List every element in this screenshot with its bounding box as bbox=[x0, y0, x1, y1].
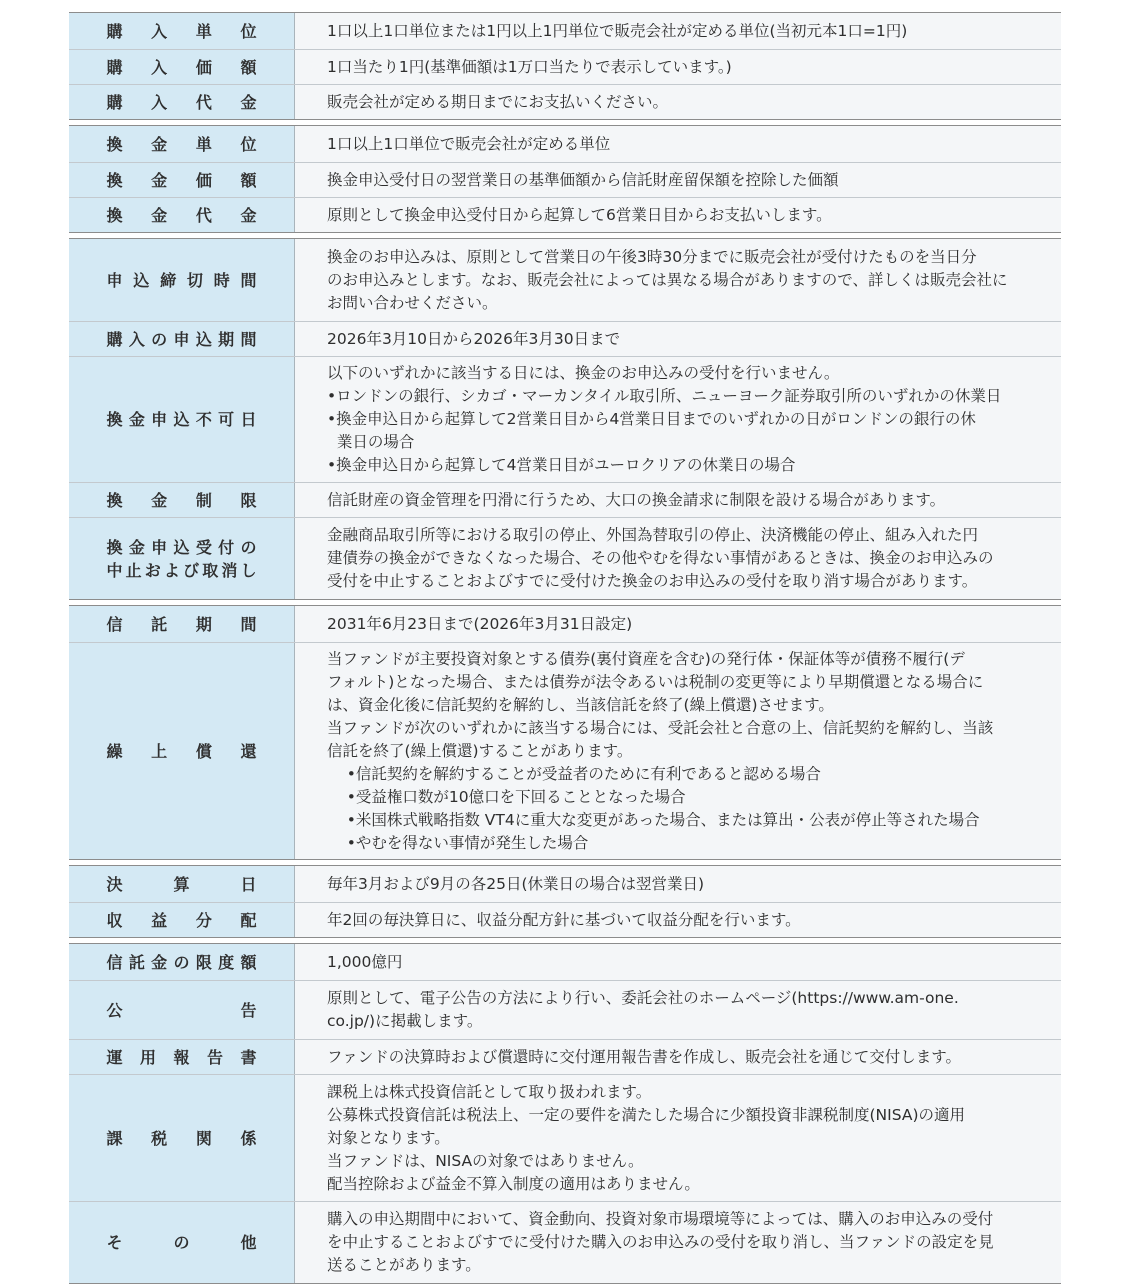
row-value-cell bbox=[295, 13, 1061, 49]
table-section bbox=[69, 12, 1061, 120]
row-value-cell bbox=[295, 606, 1061, 642]
row-label-cell bbox=[69, 944, 295, 980]
row-value-line: 年2回の毎決算日に、収益分配方針に基づいて収益分配を行います。 bbox=[327, 910, 801, 929]
table-row bbox=[69, 606, 1061, 642]
row-value-cell bbox=[295, 126, 1061, 162]
row-value-line: 当ファンドが次のいずれかに該当する場合には、受託会社と合意の上、信託契約を解約し、当該 bbox=[327, 718, 994, 737]
row-value-line: お問い合わせください。 bbox=[327, 293, 498, 312]
row-value-line: •やむを得ない事情が発生した場合 bbox=[327, 833, 589, 852]
row-value-cell bbox=[295, 944, 1061, 980]
row-label-cell bbox=[69, 239, 295, 321]
row-label: 換金申込受付の bbox=[106, 537, 257, 557]
row-value-cell bbox=[295, 163, 1061, 197]
row-label-cell bbox=[69, 518, 295, 599]
row-label-cell bbox=[69, 357, 295, 482]
row-value-cell bbox=[295, 1075, 1061, 1201]
table-row bbox=[69, 1074, 1061, 1201]
row-label-cell bbox=[69, 903, 295, 937]
row-value-line: •ロンドンの銀行、シカゴ・マーカンタイル取引所、ニューヨーク証券取引所のいずれかの休業日 bbox=[327, 387, 1002, 405]
row-value-line: ファンドの決算時および償還時に交付運用報告書を作成し、販売会社を通じて交付します。 bbox=[327, 1047, 961, 1066]
table-row bbox=[69, 197, 1061, 232]
row-value-line: 金融商品取引所等における取引の停止、外国為替取引の停止、決済機能の停止、組み入れた円 bbox=[327, 526, 979, 544]
row-value-line: •米国株式戦略指数 VT4に重大な変更があった場合、または算出・公表が停止等された場合 bbox=[327, 810, 980, 829]
table-row bbox=[69, 866, 1061, 902]
table-row bbox=[69, 944, 1061, 980]
table-row bbox=[69, 356, 1061, 482]
row-label-cell bbox=[69, 50, 295, 84]
row-value-line: 信託を終了(繰上償還)することがあります。 bbox=[327, 741, 633, 760]
row-value-line: 課税上は株式投資信託として取り扱われます。 bbox=[327, 1082, 652, 1101]
row-value-line: 建債券の換金ができなくなった場合、その他やむを得ない事情があるときは、換金のお申込みの bbox=[327, 549, 994, 567]
row-value-cell bbox=[295, 198, 1061, 232]
row-label: 中止および取消し bbox=[106, 560, 257, 580]
table-section bbox=[69, 865, 1061, 938]
row-label-cell bbox=[69, 163, 295, 197]
row-value-cell bbox=[295, 1202, 1061, 1283]
row-value-cell bbox=[295, 85, 1061, 119]
row-value-cell bbox=[295, 643, 1061, 859]
row-value-cell bbox=[295, 322, 1061, 356]
table-row bbox=[69, 321, 1061, 356]
row-label-cell bbox=[69, 866, 295, 902]
row-value-line: co.jp/)に掲載します。 bbox=[327, 1012, 483, 1030]
row-label: 課税関係 bbox=[106, 1128, 257, 1148]
row-value-line: •受益権口数が10億口を下回ることとなった場合 bbox=[327, 787, 686, 806]
row-value-cell bbox=[295, 866, 1061, 902]
row-label: 換金代金 bbox=[106, 205, 257, 225]
table-row bbox=[69, 1039, 1061, 1074]
table-row bbox=[69, 126, 1061, 162]
row-label-cell bbox=[69, 483, 295, 517]
table-section bbox=[69, 605, 1061, 860]
row-value-line: 1口当たり1円(基準価額は1万口当たりで表示しています。) bbox=[327, 57, 732, 76]
row-value-cell bbox=[295, 1040, 1061, 1074]
row-value-cell bbox=[295, 239, 1061, 321]
row-value-line: 対象となります。 bbox=[327, 1128, 450, 1147]
row-label-cell bbox=[69, 85, 295, 119]
row-value-line: 換金申込受付日の翌営業日の基準価額から信託財産留保額を控除した価額 bbox=[327, 170, 839, 189]
row-value-line: を中止することおよびすでに受付けた購入のお申込みの受付を取り消し、当ファンドの設定を見 bbox=[327, 1233, 994, 1251]
row-label: 収益分配 bbox=[106, 910, 257, 930]
table-section bbox=[69, 125, 1061, 233]
row-value-line: 1,000億円 bbox=[327, 952, 403, 971]
table-section bbox=[69, 238, 1061, 600]
row-label: 運用報告書 bbox=[106, 1047, 257, 1067]
row-label-cell bbox=[69, 606, 295, 642]
row-value-line: 送ることがあります。 bbox=[327, 1256, 481, 1274]
table-row bbox=[69, 1201, 1061, 1283]
row-value-cell bbox=[295, 357, 1061, 482]
row-value-line: •換金申込日から起算して4営業日目がユーロクリアの休業日の場合 bbox=[327, 456, 796, 474]
row-value-line: 業日の場合 bbox=[327, 433, 415, 451]
table-row bbox=[69, 642, 1061, 859]
table-row bbox=[69, 84, 1061, 119]
row-value-line: •信託契約を解約することが受益者のために有利であると認める場合 bbox=[327, 764, 821, 783]
table-row bbox=[69, 239, 1061, 321]
row-value-cell bbox=[295, 903, 1061, 937]
row-value-line: 当ファンドが主要投資対象とする債券(裏付資産を含む)の発行体・保証体等が債務不履行(デ bbox=[327, 649, 965, 668]
row-value-line: 毎年3月および9月の各25日(休業日の場合は翌営業日) bbox=[327, 874, 705, 893]
row-label-cell bbox=[69, 198, 295, 232]
row-value-line: •換金申込日から起算して2営業日目から4営業日目までのいずれかの日がロンドンの銀行の休 bbox=[327, 410, 976, 428]
row-label-cell bbox=[69, 1202, 295, 1283]
row-label-cell bbox=[69, 981, 295, 1039]
row-value-line: 換金のお申込みは、原則として営業日の午後3時30分までに販売会社が受付けたものを当日分 bbox=[327, 247, 977, 266]
row-value-line: 配当控除および益金不算入制度の適用はありません。 bbox=[327, 1174, 700, 1193]
row-value-cell bbox=[295, 981, 1061, 1039]
row-value-line: 販売会社が定める期日までにお支払いください。 bbox=[327, 92, 669, 111]
row-value-line: 2031年6月23日まで(2026年3月31日設定) bbox=[327, 614, 633, 633]
row-label-cell bbox=[69, 126, 295, 162]
row-label: 購入単位 bbox=[106, 21, 257, 41]
row-value-line: 公募株式投資信託は税法上、一定の要件を満たした場合に少額投資非課税制度(NISA)の適用 bbox=[327, 1105, 965, 1124]
row-value-line: 受付を中止することおよびすでに受付けた換金のお申込みの受付を取り消す場合があります。 bbox=[327, 572, 978, 590]
row-value-line: 1口以上1口単位で販売会社が定める単位 bbox=[327, 134, 611, 153]
row-label: 換金単位 bbox=[106, 134, 257, 154]
table-row bbox=[69, 980, 1061, 1039]
row-value-line: 信託財産の資金管理を円滑に行うため、大口の換金請求に制限を設ける場合があります。 bbox=[327, 490, 946, 509]
row-label: 購入価額 bbox=[106, 57, 257, 77]
table-section bbox=[69, 943, 1061, 1284]
row-label: 信託金の限度額 bbox=[106, 952, 257, 972]
row-value-cell bbox=[295, 483, 1061, 517]
table-row bbox=[69, 13, 1061, 49]
row-label: 信託期間 bbox=[106, 614, 257, 634]
row-value-line: は、資金化後に信託契約を解約し、当該信託を終了(繰上償還)させます。 bbox=[327, 695, 834, 714]
row-label: 換金申込不可日 bbox=[106, 410, 257, 429]
row-label-cell bbox=[69, 1040, 295, 1074]
row-label-cell bbox=[69, 13, 295, 49]
row-value-cell bbox=[295, 518, 1061, 599]
table-row bbox=[69, 517, 1061, 599]
row-value-cell bbox=[295, 50, 1061, 84]
row-value-line: フォルト)となった場合、または債券が法令あるいは税制の変更等により早期償還となる場合に bbox=[327, 672, 984, 691]
row-label: 購入の申込期間 bbox=[106, 329, 257, 349]
row-value-line: のお申込みとします。なお、販売会社によっては異なる場合がありますので、詳しくは販売会社に bbox=[327, 270, 1008, 289]
table-row bbox=[69, 162, 1061, 197]
row-value-line: 1口以上1口単位または1円以上1円単位で販売会社が定める単位(当初元本1口=1円) bbox=[327, 21, 908, 40]
row-label: 決算日 bbox=[106, 874, 257, 894]
row-label: 換金価額 bbox=[106, 170, 257, 190]
row-label: 繰上償還 bbox=[106, 741, 257, 761]
fund-terms-table bbox=[69, 12, 1061, 1284]
table-row bbox=[69, 902, 1061, 937]
row-label-cell bbox=[69, 322, 295, 356]
row-label: 公告 bbox=[106, 1000, 257, 1020]
row-value-line: 以下のいずれかに該当する日には、換金のお申込みの受付を行いません。 bbox=[327, 364, 840, 382]
row-label-cell bbox=[69, 643, 295, 859]
table-row bbox=[69, 482, 1061, 517]
row-value-line: 原則として、電子公告の方法により行い、委託会社のホームページ(https://www.am-one. bbox=[327, 989, 959, 1007]
row-label: 換金制限 bbox=[106, 490, 257, 510]
row-value-line: 当ファンドは、NISAの対象ではありません。 bbox=[327, 1151, 644, 1170]
table-row bbox=[69, 49, 1061, 84]
row-label: その他 bbox=[106, 1233, 257, 1252]
row-label-cell bbox=[69, 1075, 295, 1201]
row-label: 購入代金 bbox=[106, 92, 257, 112]
row-value-line: 購入の申込期間中において、資金動向、投資対象市場環境等によっては、購入のお申込みの受付 bbox=[327, 1210, 994, 1228]
row-label: 申込締切時間 bbox=[106, 270, 257, 290]
row-value-line: 2026年3月10日から2026年3月30日まで bbox=[327, 329, 621, 348]
row-value-line: 原則として換金申込受付日から起算して6営業日目からお支払いします。 bbox=[327, 205, 832, 224]
